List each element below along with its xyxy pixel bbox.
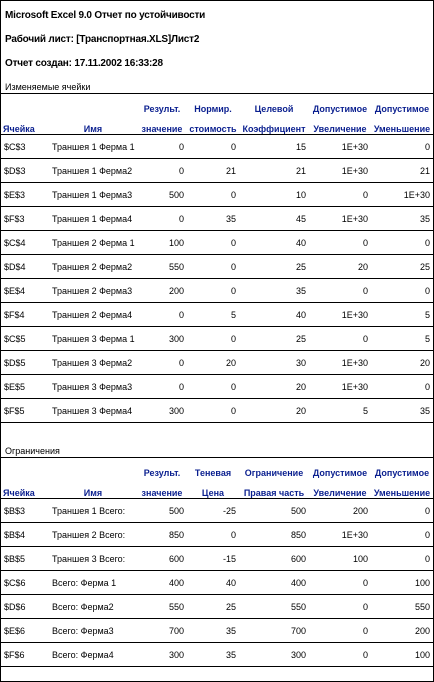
cell-ref: $B$5: [1, 547, 49, 571]
allow-increase: 0: [309, 571, 371, 595]
allow-decrease: 35: [371, 207, 433, 231]
constraint-rhs: 550: [239, 595, 309, 619]
result-value: 500: [137, 499, 187, 523]
header-cell: [1, 458, 49, 479]
reduced-cost: 0: [187, 135, 239, 159]
table-row: [1, 303, 433, 327]
cell-ref: $E$6: [1, 619, 49, 643]
constraint-rhs: 300: [239, 643, 309, 667]
allow-increase: 0: [309, 183, 371, 207]
result-value: 200: [137, 279, 187, 303]
header-cell: [1, 94, 49, 115]
cell-ref: $D$5: [1, 351, 49, 375]
cell-ref: $F$6: [1, 643, 49, 667]
cell-ref: $D$4: [1, 255, 49, 279]
cell-ref: $C$6: [1, 571, 49, 595]
cell-name: Всего: Ферма2: [49, 595, 137, 619]
reduced-cost: 5: [187, 303, 239, 327]
header-result: Результ.: [137, 94, 187, 115]
result-value: 550: [137, 595, 187, 619]
cell-name: Всего: Ферма 1: [49, 571, 137, 595]
constraint-rhs: 700: [239, 619, 309, 643]
constraint-rhs: 500: [239, 499, 309, 523]
cell-name: Всего: Ферма4: [49, 643, 137, 667]
objective-coef: 20: [239, 399, 309, 423]
cell-name: Всего: Ферма3: [49, 619, 137, 643]
objective-coef: 45: [239, 207, 309, 231]
allow-increase: 1E+30: [309, 207, 371, 231]
header-cell: Ячейка: [1, 478, 49, 499]
result-value: 0: [137, 351, 187, 375]
constraint-rhs: 400: [239, 571, 309, 595]
cell-name: Траншея 2 Ферма2: [49, 255, 137, 279]
constraints-table: [1, 457, 433, 667]
header-row-bottom: [1, 114, 433, 135]
allow-decrease: 100: [371, 643, 433, 667]
cell-ref: $B$3: [1, 499, 49, 523]
reduced-cost: 0: [187, 375, 239, 399]
header-allow-increase: Увеличение: [309, 114, 371, 135]
reduced-cost: 0: [187, 183, 239, 207]
cell-ref: $E$3: [1, 183, 49, 207]
cell-name: Траншея 2 Всего:: [49, 523, 137, 547]
table-row: [1, 619, 433, 643]
header-allow-decrease: Допустимое: [371, 94, 433, 115]
allow-increase: 0: [309, 595, 371, 619]
allow-decrease: 0: [371, 231, 433, 255]
header-objective-coef: Целевой: [239, 94, 309, 115]
allow-increase: 0: [309, 327, 371, 351]
result-value: 0: [137, 159, 187, 183]
variable-cells-title: Изменяемые ячейки: [5, 82, 91, 92]
allow-increase: 0: [309, 619, 371, 643]
objective-coef: 25: [239, 327, 309, 351]
reduced-cost: 0: [187, 399, 239, 423]
cell-name: Траншея 2 Ферма3: [49, 279, 137, 303]
allow-increase: 0: [309, 231, 371, 255]
allow-decrease: 21: [371, 159, 433, 183]
cell-name: Траншея 3 Ферма 1: [49, 327, 137, 351]
result-value: 600: [137, 547, 187, 571]
cell-name: Траншея 3 Ферма3: [49, 375, 137, 399]
report-title: Microsoft Excel 9.0 Отчет по устойчивости: [5, 10, 206, 21]
allow-decrease: 5: [371, 327, 433, 351]
result-value: 100: [137, 231, 187, 255]
allow-increase: 0: [309, 279, 371, 303]
cell-ref: $E$4: [1, 279, 49, 303]
allow-increase: 0: [309, 643, 371, 667]
header-cell: Ячейка: [1, 114, 49, 135]
reduced-cost: 0: [187, 327, 239, 351]
table-row: [1, 159, 433, 183]
table-row: [1, 571, 433, 595]
constraints-title: Ограничения: [5, 446, 60, 456]
allow-decrease: 20: [371, 351, 433, 375]
table-row: [1, 183, 433, 207]
allow-decrease: 550: [371, 595, 433, 619]
allow-decrease: 1E+30: [371, 183, 433, 207]
allow-decrease: 25: [371, 255, 433, 279]
table-row: [1, 327, 433, 351]
header-row-top: [1, 94, 433, 115]
cell-name: Траншея 3 Ферма4: [49, 399, 137, 423]
header-objective-coef: Коэффициент: [239, 114, 309, 135]
cell-ref: $B$4: [1, 523, 49, 547]
allow-decrease: 0: [371, 523, 433, 547]
header-reduced-cost: стоимость: [187, 114, 239, 135]
header-name: [49, 458, 137, 479]
allow-decrease: 0: [371, 499, 433, 523]
table-row: [1, 351, 433, 375]
objective-coef: 40: [239, 231, 309, 255]
header-allow-decrease: Уменьшение: [371, 114, 433, 135]
allow-increase: 1E+30: [309, 303, 371, 327]
cell-name: Траншея 1 Ферма3: [49, 183, 137, 207]
cell-name: Траншея 1 Всего:: [49, 499, 137, 523]
allow-increase: 1E+30: [309, 351, 371, 375]
objective-coef: 35: [239, 279, 309, 303]
cell-ref: $F$4: [1, 303, 49, 327]
shadow-price: 35: [187, 643, 239, 667]
result-value: 300: [137, 399, 187, 423]
table-row: [1, 523, 433, 547]
header-allow-increase: Допустимое: [309, 94, 371, 115]
table-row: [1, 207, 433, 231]
shadow-price: 40: [187, 571, 239, 595]
allow-increase: 1E+30: [309, 523, 371, 547]
cell-name: Траншея 1 Ферма4: [49, 207, 137, 231]
reduced-cost: 21: [187, 159, 239, 183]
objective-coef: 15: [239, 135, 309, 159]
cell-ref: $F$5: [1, 399, 49, 423]
header-allow-decrease: Допустимое: [371, 458, 433, 479]
allow-decrease: 0: [371, 547, 433, 571]
objective-coef: 30: [239, 351, 309, 375]
cell-ref: $F$3: [1, 207, 49, 231]
result-value: 0: [137, 303, 187, 327]
variable-cells-body: [1, 135, 433, 423]
header-name: Имя: [49, 478, 137, 499]
result-value: 300: [137, 643, 187, 667]
header-shadow-price: Цена: [187, 478, 239, 499]
cell-ref: $D$3: [1, 159, 49, 183]
cell-name: Траншея 1 Ферма2: [49, 159, 137, 183]
reduced-cost: 20: [187, 351, 239, 375]
table-row: [1, 399, 433, 423]
table-row: [1, 135, 433, 159]
cell-name: Траншея 3 Ферма2: [49, 351, 137, 375]
cell-ref: $D$6: [1, 595, 49, 619]
allow-increase: 1E+30: [309, 135, 371, 159]
allow-increase: 5: [309, 399, 371, 423]
worksheet-label: Рабочий лист: [Транспортная.XLS]Лист2: [5, 34, 200, 45]
shadow-price: 25: [187, 595, 239, 619]
header-allow-increase: Увеличение: [309, 478, 371, 499]
header-result: Результ.: [137, 458, 187, 479]
cell-name: Траншея 3 Всего:: [49, 547, 137, 571]
objective-coef: 10: [239, 183, 309, 207]
allow-decrease: 5: [371, 303, 433, 327]
objective-coef: 20: [239, 375, 309, 399]
header-result: значение: [137, 114, 187, 135]
allow-decrease: 100: [371, 571, 433, 595]
reduced-cost: 0: [187, 255, 239, 279]
reduced-cost: 35: [187, 207, 239, 231]
allow-decrease: 0: [371, 279, 433, 303]
variable-cells-table: [1, 93, 433, 423]
table-row: [1, 255, 433, 279]
header-reduced-cost: Нормир.: [187, 94, 239, 115]
result-value: 0: [137, 207, 187, 231]
shadow-price: -25: [187, 499, 239, 523]
table-row: [1, 231, 433, 255]
result-value: 300: [137, 327, 187, 351]
table-row: [1, 643, 433, 667]
header-shadow-price: Теневая: [187, 458, 239, 479]
allow-decrease: 200: [371, 619, 433, 643]
result-value: 400: [137, 571, 187, 595]
shadow-price: -15: [187, 547, 239, 571]
table-row: [1, 499, 433, 523]
result-value: 550: [137, 255, 187, 279]
result-value: 850: [137, 523, 187, 547]
header-name: [49, 94, 137, 115]
shadow-price: 35: [187, 619, 239, 643]
table-row: [1, 375, 433, 399]
cell-ref: $C$3: [1, 135, 49, 159]
allow-increase: 1E+30: [309, 159, 371, 183]
created-label: Отчет создан: 17.11.2002 16:33:28: [5, 58, 163, 69]
cell-ref: $E$5: [1, 375, 49, 399]
reduced-cost: 0: [187, 231, 239, 255]
objective-coef: 25: [239, 255, 309, 279]
header-row-top: [1, 458, 433, 479]
objective-coef: 21: [239, 159, 309, 183]
table-row: [1, 547, 433, 571]
objective-coef: 40: [239, 303, 309, 327]
allow-increase: 200: [309, 499, 371, 523]
header-name: Имя: [49, 114, 137, 135]
allow-decrease: 0: [371, 135, 433, 159]
cell-name: Траншея 2 Ферма4: [49, 303, 137, 327]
header-constraint-rhs: Ограничение: [239, 458, 309, 479]
header-row-bottom: [1, 478, 433, 499]
cell-ref: $C$4: [1, 231, 49, 255]
table-row: [1, 279, 433, 303]
result-value: 700: [137, 619, 187, 643]
header-allow-decrease: Уменьшение: [371, 478, 433, 499]
cell-ref: $C$5: [1, 327, 49, 351]
allow-decrease: 0: [371, 375, 433, 399]
header-constraint-rhs: Правая часть: [239, 478, 309, 499]
table-row: [1, 595, 433, 619]
cell-name: Траншея 2 Ферма 1: [49, 231, 137, 255]
constraint-rhs: 850: [239, 523, 309, 547]
result-value: 0: [137, 375, 187, 399]
shadow-price: 0: [187, 523, 239, 547]
constraint-rhs: 600: [239, 547, 309, 571]
header-result: значение: [137, 478, 187, 499]
allow-decrease: 35: [371, 399, 433, 423]
constraints-body: [1, 499, 433, 667]
cell-name: Траншея 1 Ферма 1: [49, 135, 137, 159]
allow-increase: 1E+30: [309, 375, 371, 399]
allow-increase: 100: [309, 547, 371, 571]
result-value: 500: [137, 183, 187, 207]
allow-increase: 20: [309, 255, 371, 279]
header-allow-increase: Допустимое: [309, 458, 371, 479]
reduced-cost: 0: [187, 279, 239, 303]
result-value: 0: [137, 135, 187, 159]
